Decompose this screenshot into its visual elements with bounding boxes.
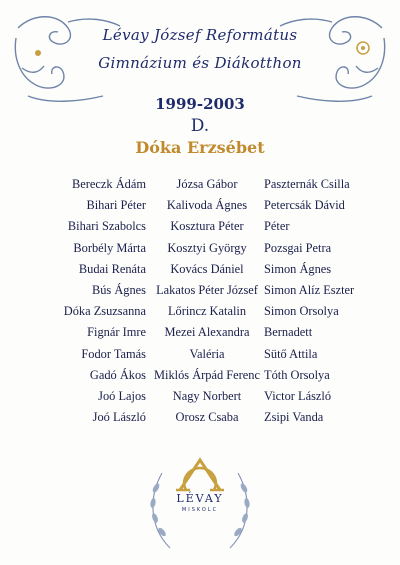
student-name: Bihari Szabolcs <box>67 219 146 234</box>
class-years: 1999-2003 <box>155 95 245 113</box>
student-name: Borbély Márta <box>73 240 146 255</box>
student-name: Miklós Árpád Ferenc <box>154 367 260 382</box>
student-name: Sütő Attila <box>264 346 318 361</box>
student-name: Kovács Dániel <box>170 261 244 276</box>
student-name: Lőrincz Katalin <box>167 304 247 319</box>
school-name-line1: Lévay József Református <box>102 26 298 44</box>
names-column-3 <box>262 174 370 428</box>
names-column-2 <box>152 174 262 428</box>
class-letter: D. <box>190 116 210 136</box>
student-name: Péter <box>264 219 290 234</box>
logo-text: LÉVAY <box>176 492 224 505</box>
student-names <box>40 174 370 428</box>
student-name: Simon Alíz Eszter <box>264 282 355 297</box>
student-name: Valéria <box>189 346 225 361</box>
student-name: Pozsgai Petra <box>264 240 332 255</box>
student-name: Nagy Norbert <box>172 388 242 403</box>
student-name: Victor László <box>264 388 332 403</box>
student-name: Joó László <box>92 410 146 425</box>
student-name: Budai Renáta <box>78 261 146 276</box>
student-name: Paszternák Csilla <box>264 177 350 191</box>
student-name: Fodor Tamás <box>81 346 146 361</box>
student-name: Lakatos Péter József <box>156 282 258 297</box>
student-name: Dóka Zsuzsanna <box>63 304 146 319</box>
student-name: Kosztura Péter <box>170 219 244 234</box>
student-name: Bernadett <box>264 325 313 340</box>
student-name: Tóth Orsolya <box>264 367 330 382</box>
student-name: Józsa Gábor <box>176 177 238 191</box>
student-name: Bereczk Ádám <box>72 177 146 191</box>
logo-subtext: MISKOLC <box>181 507 219 513</box>
student-name: Orosz Csaba <box>175 410 239 425</box>
class-teacher: Dóka Erzsébet <box>135 138 265 157</box>
student-name: Bús Ágnes <box>91 282 146 297</box>
names-column-1 <box>40 174 152 428</box>
student-name: Simon Orsolya <box>264 304 339 319</box>
student-name: Zsipi Vanda <box>264 410 324 425</box>
student-name: Fignár Imre <box>87 325 146 340</box>
student-name: Bihari Péter <box>86 198 146 213</box>
student-name: Gadó Ákos <box>89 367 146 382</box>
student-name: Petercsák Dávid <box>264 198 345 213</box>
student-name: Kalivoda Ágnes <box>166 198 248 213</box>
student-name: Mezei Alexandra <box>164 325 250 340</box>
student-name: Simon Ágnes <box>264 261 332 276</box>
school-name-line2: Gimnázium és Diákotthon <box>98 54 302 72</box>
student-name: Kosztyi György <box>167 240 247 255</box>
student-name: Joó Lajos <box>98 388 146 403</box>
